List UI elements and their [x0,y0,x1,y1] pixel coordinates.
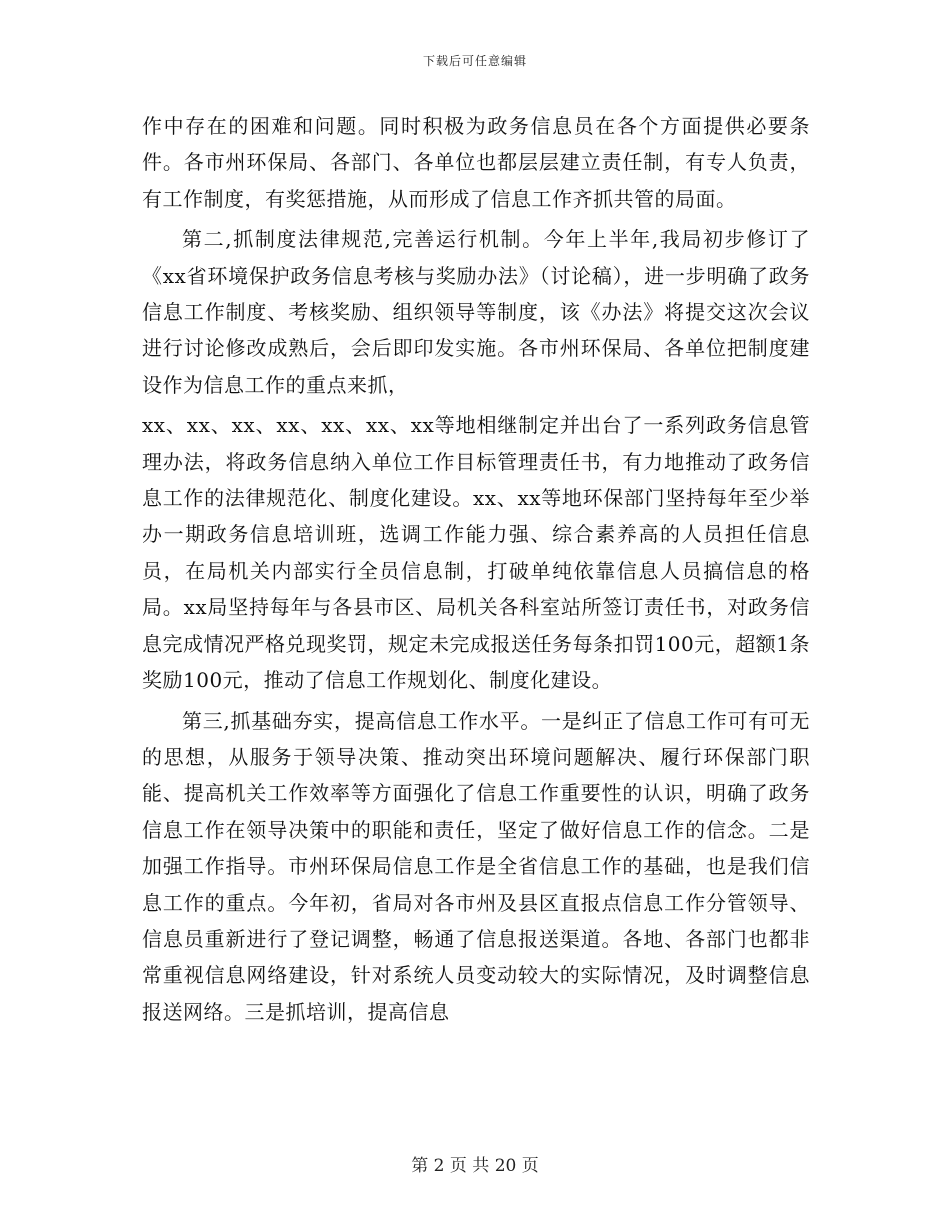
paragraph-regions: xx、xx、xx、xx、xx、xx、xx等地相继制定并出台了一系列政务信息管理办法，将政务信息纳入单位工作目标管理责任书，有力地推动了政务信息工作的法律规范化、制度化建设。xx、xx等地环保部门坚持每年至少举办一期政务信息培训班，选调工作能力强、综合素养高的人员担任信息员，在局机关内部实行全员信息制，打破单纯依靠信息人员搞信息的格局。xx局坚持每年与各县市区、局机关各科室站所签订责任书，对政务信息完成情况严格兑现奖罚，规定未完成报送任务每条扣罚100元，超额1条奖励100元，推动了信息工作规划化、制度化建设。 [142,413,810,693]
page-header: 下载后可任意编辑 [422,54,527,68]
document-body [142,108,810,1030]
paragraph-continuation: 作中存在的困难和问题。同时积极为政务信息员在各个方面提供必要条件。各市州环保局、各部门、各单位也都层层建立责任制，有专人负责，有工作制度，有奖惩措施，从而形成了信息工作齐抓共管的局面。 [142,114,810,211]
page-number: 第 2 页 共 20 页 [411,1156,539,1176]
paragraph-second-point: 第二,抓制度法律规范,完善运行机制。今年上半年,我局初步修订了《xx省环境保护政务信息考核与奖励办法》（讨论稿），进一步明确了政务信息工作制度、考核奖励、组织领导等制度，该《办法》将提交这次会议进行讨论修改成熟后，会后即印发实施。各市州环保局、各单位把制度建设作为信息工作的重点来抓， [142,227,810,397]
paragraph-third-point: 第三,抓基础夯实，提高信息工作水平。一是纠正了信息工作可有可无的思想，从服务于领导决策、推动突出环境问题解决、履行环保部门职能、提高机关工作效率等方面强化了信息工作重要性的认识，明确了政务信息工作在领导决策中的职能和责任，坚定了做好信息工作的信念。二是加强工作指导。市州环保局信息工作是全省信息工作的基础，也是我们信息工作的重点。今年初，省局对各市州及县区直报点信息工作分管领导、信息员重新进行了登记调整，畅通了信息报送渠道。各地、各部门也都非常重视信息网络建设，针对系统人员变动较大的实际情况，及时调整信息报送网络。三是抓培训，提高信息 [142,708,810,1024]
